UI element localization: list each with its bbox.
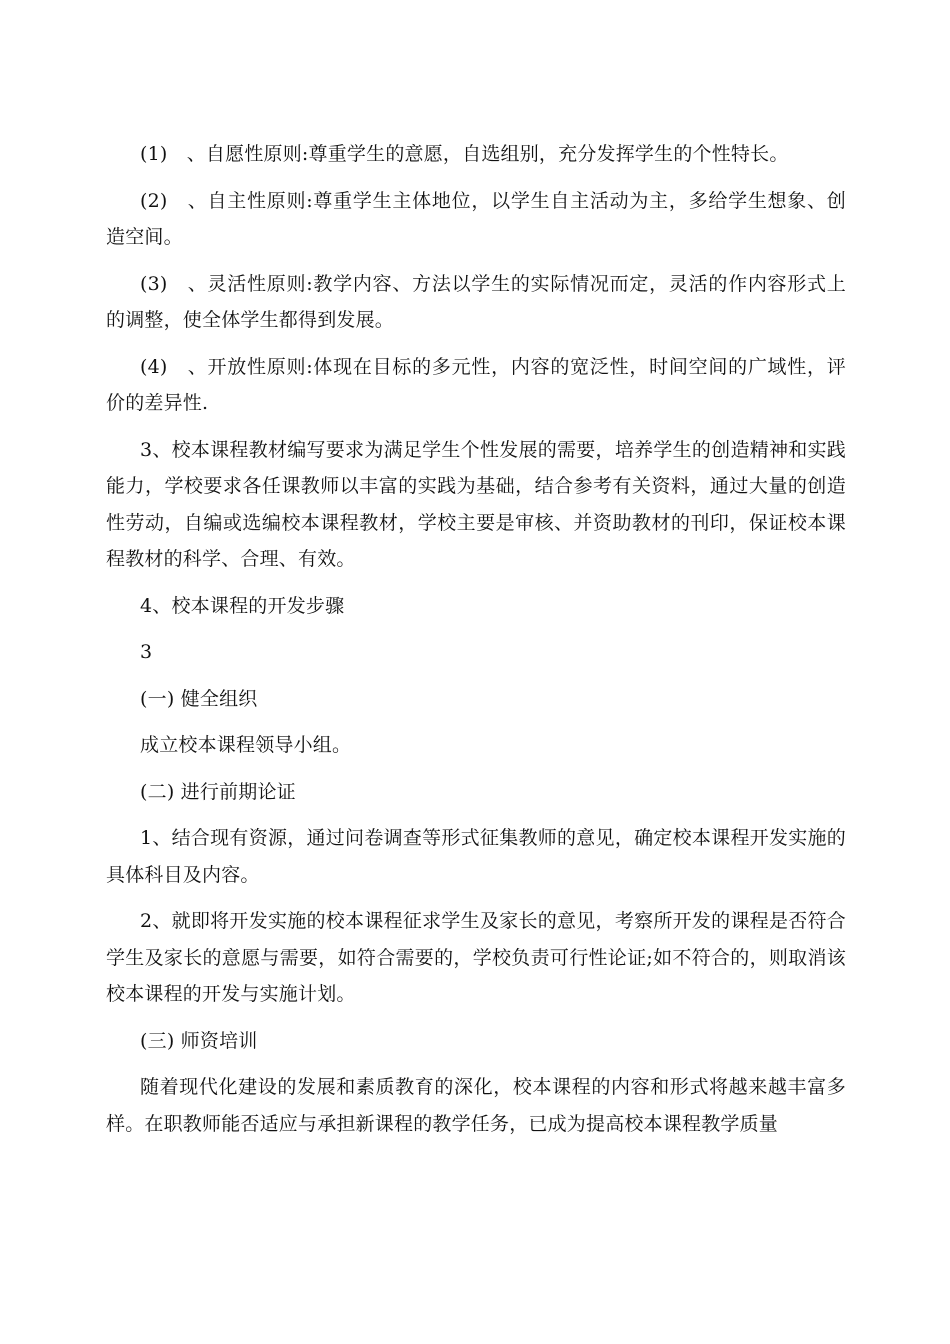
- page-number: 3: [140, 641, 153, 663]
- textbook-requirements: 3、校本课程教材编写要求为满足学生个性发展的需要，培养学生的创造精神和实践能力，学校要求各任课教师以丰富的实践为基础，结合参考有关资料，通过大量的创造性劳动，自编或选编校本课程教材，学校主要是审核、并资助教材的刊印，保证校本课程教材的科学、合理、有效。: [106, 438, 846, 570]
- review-step-2: 2、就即将开发实施的校本课程征求学生及家长的意见，考察所开发的课程是否符合学生及家长的意愿与需要，如符合需要的，学校负责可行性论证;如不符合的，则取消该校本课程的开发与实施计划。: [106, 910, 846, 1005]
- development-steps-heading: 4、校本课程的开发步骤: [140, 594, 345, 617]
- principle-autonomy: (2) 、自主性原则:尊重学生主体地位，以学生自主活动为主，多给学生想象、创造空间。: [106, 189, 846, 248]
- teacher-training-text: 随着现代化建设的发展和素质教育的深化，校本课程的内容和形式将越来越丰富多样。在职教师能否适应与承担新课程的教学任务，已成为提高校本课程教学质量: [106, 1076, 846, 1135]
- principle-flexibility: (3) 、灵活性原则:教学内容、方法以学生的实际情况而定，灵活的作内容形式上的调整，使全体学生都得到发展。: [106, 272, 846, 331]
- section-heading-teacher-training: (三) 师资培训: [140, 1029, 258, 1052]
- principle-voluntary: (1) 、自愿性原则:尊重学生的意愿，自选组别，充分发挥学生的个性特长。: [140, 143, 789, 165]
- section-heading-preliminary-review: (二) 进行前期论证: [140, 780, 296, 803]
- organization-text: 成立校本课程领导小组。: [140, 734, 352, 756]
- document-body: [106, 136, 846, 1152]
- section-heading-organization: (一) 健全组织: [140, 687, 258, 710]
- principle-openness: (4) 、开放性原则:体现在目标的多元性，内容的宽泛性，时间空间的广域性，评价的差异性.: [106, 355, 846, 414]
- review-step-1: 1、结合现有资源，通过问卷调查等形式征集教师的意见，确定校本课程开发实施的具体科目及内容。: [106, 827, 846, 886]
